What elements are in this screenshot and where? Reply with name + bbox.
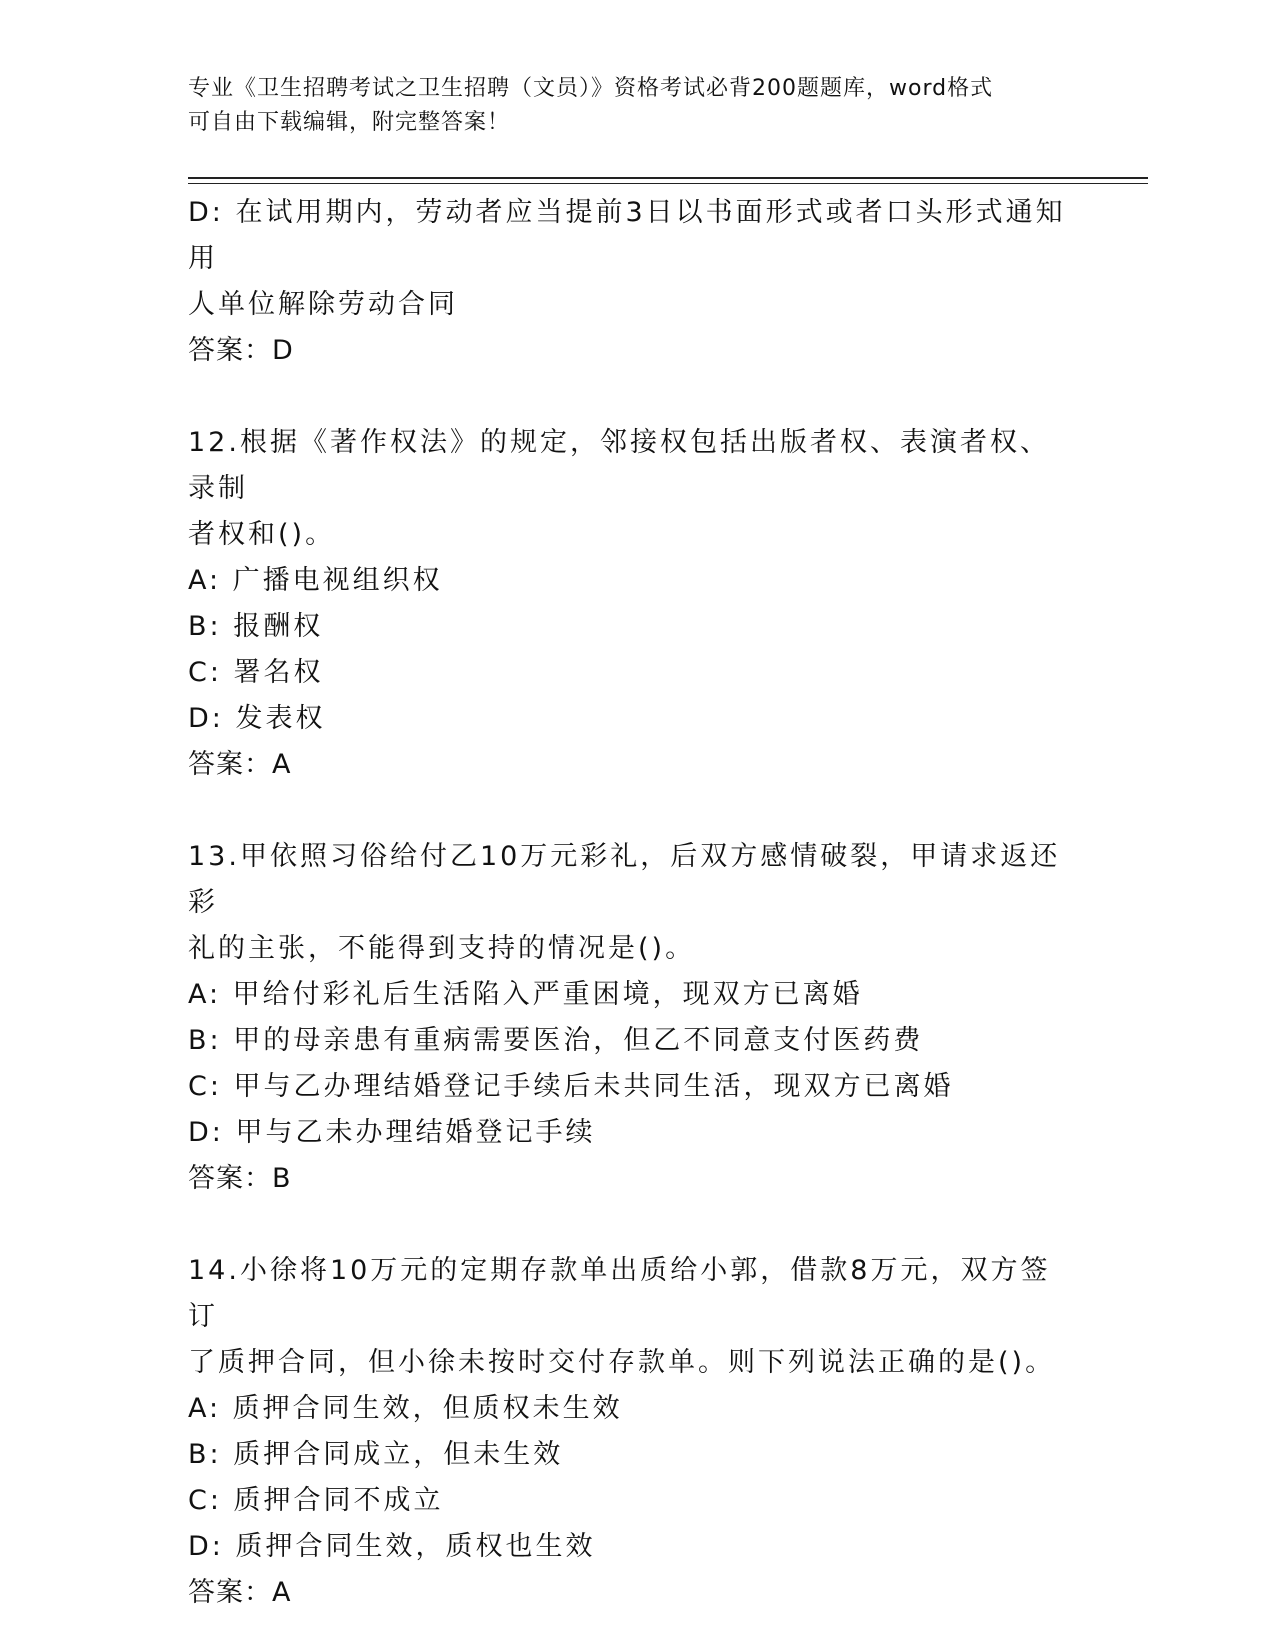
question-13-option-a: A: 甲给付彩礼后生活陷入严重困境，现双方已离婚 <box>188 979 863 1010</box>
document-header <box>188 72 1088 140</box>
previous-question-tail <box>188 190 1078 374</box>
question-13-stem-line-1: 13.甲依照习俗给付乙10万元彩礼，后双方感情破裂，甲请求返还彩 <box>188 841 1061 918</box>
question-14-option-b: B: 质押合同成立，但未生效 <box>188 1439 564 1470</box>
question-12-option-a: A: 广播电视组织权 <box>188 565 443 596</box>
header-line-1: 专业《卫生招聘考试之卫生招聘（文员）》资格考试必背200题题库，word格式 <box>188 76 994 101</box>
question-13-option-c: C: 甲与乙办理结婚登记手续后未共同生活，现双方已离婚 <box>188 1071 954 1102</box>
header-divider-thin <box>188 183 1148 184</box>
question-12 <box>188 420 1078 788</box>
question-12-option-d: D: 发表权 <box>188 703 326 734</box>
answer-previous: 答案：D <box>188 335 294 366</box>
question-14-option-c: C: 质押合同不成立 <box>188 1485 444 1516</box>
header-line-2: 可自由下载编辑，附完整答案！ <box>188 110 511 135</box>
question-13 <box>188 834 1078 1202</box>
spacer <box>188 374 1078 420</box>
question-14-answer: 答案：A <box>188 1577 292 1608</box>
question-12-stem-line-2: 者权和()。 <box>188 519 336 550</box>
option-d-line-1: D: 在试用期内，劳动者应当提前3日以书面形式或者口头形式通知用 <box>188 197 1066 274</box>
question-13-option-b: B: 甲的母亲患有重病需要医治，但乙不同意支付医药费 <box>188 1025 924 1056</box>
question-12-option-c: C: 署名权 <box>188 657 324 688</box>
spacer <box>188 1202 1078 1248</box>
question-12-stem-line-1: 12.根据《著作权法》的规定，邻接权包括出版者权、表演者权、录制 <box>188 427 1050 504</box>
option-d-line-2: 人单位解除劳动合同 <box>188 289 458 320</box>
question-12-option-b: B: 报酬权 <box>188 611 324 642</box>
question-14-option-d: D: 质押合同生效，质权也生效 <box>188 1531 596 1562</box>
question-12-answer: 答案：A <box>188 749 292 780</box>
spacer <box>188 788 1078 834</box>
header-divider-thick <box>188 177 1148 179</box>
question-14-stem-line-1: 14.小徐将10万元的定期存款单出质给小郭，借款8万元，双方签订 <box>188 1255 1051 1332</box>
question-content <box>188 190 1078 1616</box>
question-14 <box>188 1248 1078 1616</box>
question-13-option-d: D: 甲与乙未办理结婚登记手续 <box>188 1117 596 1148</box>
question-14-stem-line-2: 了质押合同，但小徐未按时交付存款单。则下列说法正确的是()。 <box>188 1347 1056 1378</box>
question-13-answer: 答案：B <box>188 1163 292 1194</box>
question-13-stem-line-2: 礼的主张，不能得到支持的情况是()。 <box>188 933 696 964</box>
question-14-option-a: A: 质押合同生效，但质权未生效 <box>188 1393 623 1424</box>
